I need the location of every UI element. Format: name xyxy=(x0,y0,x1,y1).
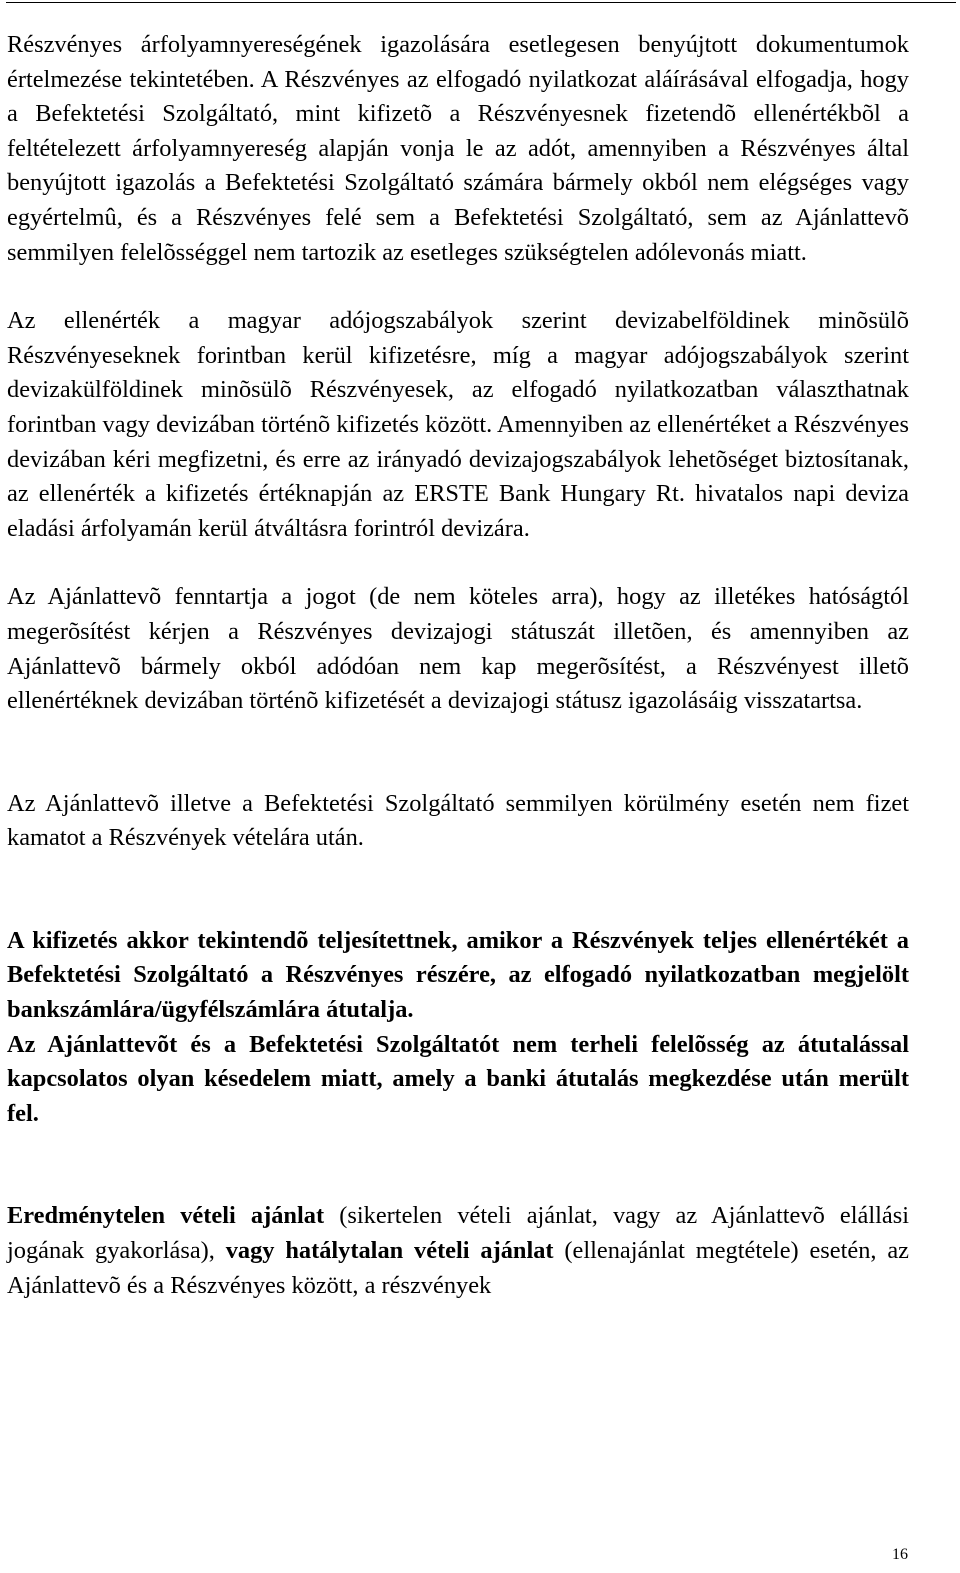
paragraph-unsuccessful-offer xyxy=(7,1199,909,1303)
header-rule xyxy=(6,2,956,3)
paragraph-payment-completion: A kifizetés akkor tekintendõ teljesítettnek, amikor a Részvények teljes ellenértékét a Befektetési Szolgáltató a Részvényes részére, az elfogadó nyilatkozatban megjelölt bankszámlára/ügyfélszámlára átutalja. xyxy=(7,926,909,1024)
paragraph-currency-payment: Az ellenérték a magyar adójogszabályok szerint devizabelföldinek minõsülõ Részvényeseknek forintban kerül kifizetésre, míg a magyar adójogszabályok szerint devizakülföldinek minõsülõ Részvényesek, az elfogadó nyilatkozatban választhatnak forintban vagy devizában történõ kifizetés között. Amennyiben az ellenértéket a Részvényes devizában kéri megfizetni, és erre az irányadó devizajogszabályok lehetõséget biztosítanak, az ellenérték a kifizetés értéknapján az ERSTE Bank Hungary Rt. hivatalos napi deviza eladási árfolyamán kerül átváltásra forintról devizára. xyxy=(7,307,909,542)
document-body xyxy=(7,28,909,1303)
paragraph-text-segment: (sikertelen vételi ajánlat, vagy az Ajánlattevõ elállási jogának gyakorlása), xyxy=(7,1202,910,1265)
page-number: 16 xyxy=(892,1546,908,1563)
paragraph-status-confirmation: Az Ajánlattevõ fenntartja a jogot (de nem köteles arra), hogy az illetékes hatóságtól megerõsítést kérjen a Részvényes devizajogi státuszát illetõen, és amennyiben az Ajánlattevõ bármely okból adódóan nem kap megerõsítést, a Részvényest illetõ ellenértéknek devizában történõ kifizetését a devizajogi státusz igazolásáig visszatartsa. xyxy=(7,583,909,715)
term-ineffective-offer: vagy hatálytalan vételi ajánlat xyxy=(225,1237,554,1265)
paragraph-transfer-liability: Az Ajánlattevõt és a Befektetési Szolgáltatót nem terheli felelõsség az átutalással kapcsolatos olyan késedelem miatt, amely a banki átutalás megkezdése után merült fel. xyxy=(7,1030,909,1127)
paragraph-no-interest: Az Ajánlattevõ illetve a Befektetési Szolgáltató semmilyen körülmény esetén nem fizet kamatot a Részvények vételára után. xyxy=(7,789,909,852)
paragraph-text-segment: (ellenajánlat megtétele) esetén, az Ajánlattevõ és a Részvényes között, a részvények xyxy=(7,1237,909,1299)
paragraph-tax-withholding: Részvényes árfolyamnyereségének igazolására esetlegesen benyújtott dokumentumok értelmezése tekintetében. A Részvényes az elfogadó nyilatkozat aláírásával elfogadja, hogy a Befektetési Szolgáltató, mint kifizetõ a Részvényesnek fizetendõ ellenértékbõl a feltételezett árfolyamnyereség alapján vonja le az adót, amennyiben a Részvényes által benyújtott igazolás a Befektetési Szolgáltató számára bármely okból nem elégséges vagy egyértelmû, és a Részvényes felé sem a Befektetési Szolgáltató, sem az Ajánlattevõ semmilyen felelõsséggel nem tartozik az esetleges szükségtelen adólevonás miatt. xyxy=(7,31,909,266)
term-unsuccessful-offer: Eredménytelen vételi ajánlat xyxy=(7,1202,325,1230)
